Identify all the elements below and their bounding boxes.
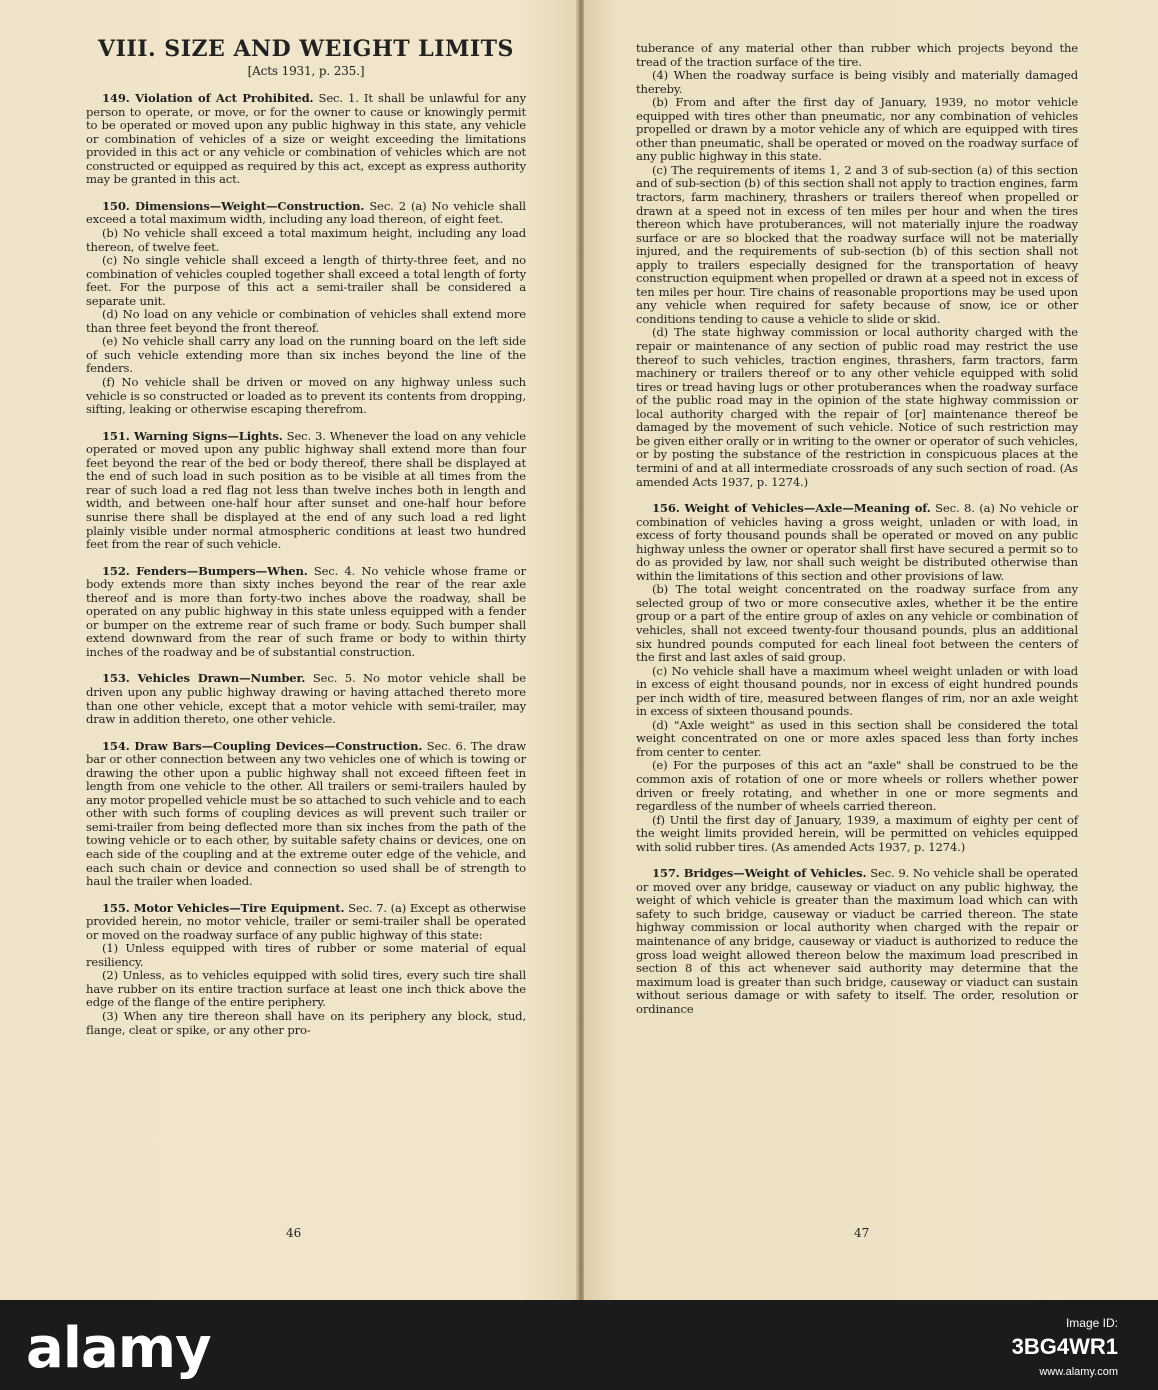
paragraph-text: Sec. 8. (a) No vehicle or combination of vehicles having a gross weight, unladen or with load, in excess of forty thousand pounds shall be operated or moved on any public highway unless the owner or operator shall first have secured a permit so to do as provided by law, nor shall such weight be distributed otherwise than within the limitations of this section and other provisions of law. [636, 501, 1078, 583]
site-url: www.alamy.com [1039, 1366, 1118, 1378]
section-heading: 152. Fenders—Bumpers—When. [102, 563, 308, 578]
section-paragraph [86, 308, 526, 335]
paragraph-text: (1) Unless equipped with tires of rubber or some material of equal resiliency. [86, 941, 526, 969]
section-heading: 150. Dimensions—Weight—Construction. [102, 198, 365, 213]
section-paragraph [86, 969, 526, 1010]
section-paragraph [636, 814, 1078, 855]
section-paragraph: tuberance of any material other than rubber which projects beyond the tread of the traction surface of the tire. [636, 41, 1078, 69]
law-section [86, 902, 526, 1037]
law-section [86, 92, 526, 187]
section-heading: 154. Draw Bars—Coupling Devices—Construction. [102, 738, 423, 753]
section-paragraph [86, 565, 526, 660]
section-paragraph [86, 1010, 526, 1037]
section-paragraph [636, 867, 1078, 1016]
section-paragraph [636, 719, 1078, 760]
right-page [584, 0, 1158, 1300]
paragraph-text: Sec. 2 (a) No vehicle shall exceed a total maximum width, including any load thereon, of eight feet. [86, 198, 526, 227]
section-paragraph [86, 92, 526, 187]
section-paragraph: (4) When the roadway surface is being visibly and materially damaged thereby. [636, 68, 1078, 96]
continued-section-155 [636, 42, 1078, 489]
watermark-bar [0, 1300, 1158, 1390]
law-section [636, 502, 1078, 854]
section-paragraph [86, 740, 526, 889]
paragraph-text: (3) When any tire thereon shall have on its periphery any block, stud, flange, cleat or spike, or any other pro- [86, 1009, 526, 1037]
paragraph-text: (f) No vehicle shall be driven or moved on any highway unless such vehicle is so constructed or loaded as to prevent its contents from dropping, sifting, leaking or otherwise escaping therefrom. [86, 375, 526, 417]
section-paragraph [636, 759, 1078, 813]
section-paragraph [86, 942, 526, 969]
paragraph-text: (d) No load on any vehicle or combination of vehicles shall extend more than three feet beyond the front thereof. [86, 307, 526, 335]
paragraph-text: Sec. 5. No motor vehicle shall be driven upon any public highway drawing or having attached thereto more than one other vehicle, except that a motor vehicle with semi-trailer, may draw in addition thereto, one other vehicle. [86, 671, 526, 727]
section-paragraph [86, 902, 526, 943]
paragraph-text: Sec. 3. Whenever the load on any vehicle operated or moved upon any public highway shall extend more than four feet beyond the rear of the bed or body thereof, there shall be displayed at the end of such load in such position as to be visible at all times from the rear of such load a red flag not less than twelve inches both in length and width, and between one-half hour after sunset and one-half hour before sunrise there shall be displayed at the end of any such load a red light plainly visible under normal atmospheric conditions at least two hundred feet from the rear of such vehicle. [86, 428, 527, 552]
paragraph-text: (b) The total weight concentrated on the roadway surface from any selected group of two or more consecutive axles, whether it be the entire group or a part of the entire group of axles on any vehicle or combination of vehicles, shall not exceed twenty-four thousand pounds, plus an additional six hundred pounds computed for each lineal foot between the centers of the first and last axles of said group. [636, 582, 1078, 665]
chapter-title: VIII. SIZE AND WEIGHT LIMITS [98, 36, 514, 62]
page-number-left: 46 [286, 1226, 302, 1240]
section-paragraph: (c) The requirements of items 1, 2 and 3 of sub-section (a) of this section and of sub-section (b) of this section shall not apply to traction engines, farm tractors, farm machinery, thrashers or trailers thereof when propelled or drawn at a speed not in excess of ten miles per hour and when the tires thereon which have protuberances, will not materially injure the roadway surface or are so blocked that the roadway surface will not be materially injured, and the requirements of sub-section (b) of this section shall not apply to trailers especially designed for the transportation of heavy construction equipment when propelled or drawn at a speed not in excess of ten miles per hour. Tire chains of reasonable proportions may be used upon any vehicle when required for safety because of snow, ice or other conditions tending to cause a vehicle to slide or skid. [636, 162, 1078, 326]
section-paragraph [86, 430, 526, 552]
paragraph-text: Sec. 9. No vehicle shall be operated or moved over any bridge, causeway or viaduct on any public highway, the weight of which vehicle is greater than the maximum load which can with safety to such bridge, causeway or viaduct be carried thereon. The state highway commission or local authority when charged with the repair or maintenance of any bridge, causeway or viaduct is authorized to reduce the gross load weight allowed thereon below the maximum load prescribed in section 8 of this act whenever said authority may determine that the maximum load is greater than such bridge, causeway or viaduct can sustain without serious damage or with safety to itself. The order, resolution or ordinance [636, 866, 1078, 1016]
section-heading: 153. Vehicles Drawn—Number. [102, 671, 306, 686]
section-paragraph [636, 583, 1078, 664]
paragraph-text: (d) "Axle weight" as used in this section shall be considered the total weight concentrated on one or more axles spaced less than forty inches from center to center. [636, 717, 1078, 759]
image-id-label: Image ID: [1065, 1316, 1118, 1330]
section-paragraph [86, 200, 526, 227]
left-sections [86, 92, 526, 1037]
image-id-block [1012, 1314, 1118, 1378]
section-heading: 157. Bridges—Weight of Vehicles. [652, 866, 867, 881]
law-section [86, 740, 526, 889]
right-page-text [636, 0, 1078, 1029]
section-paragraph: (d) The state highway commission or local authority charged with the repair or maintenance of any section of public road may restrict the use thereof to such vehicles, traction engines, thrashers, farm tractors, farm machinery or trailers thereof or to any other vehicle equipped with solid tires or tread having lugs or other protuberances when the roadway surface of the public road may in the opinion of the state highway commission or local authority charged with the repair of [or] maintenance thereof be damaged by the movement of such vehicle. Notice of such restriction may be given either orally or in writing to the owner or operator of such vehicles, or by posting the substance of the restriction in conspicuous places at the termini of and at all intermediate crossroads of any such section of road. (As amended Acts 1937, p. 1274.) [636, 325, 1078, 489]
law-section [86, 200, 526, 417]
section-paragraph [86, 335, 526, 376]
paragraph-text: (b) No vehicle shall exceed a total maximum height, including any load thereon, of twelve feet. [86, 226, 526, 254]
law-section [636, 867, 1078, 1016]
law-section [86, 430, 526, 552]
right-sections [636, 502, 1078, 1016]
paragraph-text: Sec. 7. (a) Except as otherwise provided herein, no motor vehicle, trailer or semi-trailer shall be operated or moved on the roadway surface of any public highway of this state: [86, 900, 526, 942]
section-paragraph [86, 227, 526, 254]
paragraph-text: (f) Until the first day of January, 1939, a maximum of eighty per cent of the weight limits provided herein, will be permitted on vehicles equipped with solid rubber tires. (As amended Acts 1937, p. 1274.) [636, 812, 1078, 854]
section-paragraph [86, 672, 526, 726]
law-section [86, 565, 526, 660]
page-number-right: 47 [854, 1226, 870, 1240]
brand-logo: alamy [26, 1316, 211, 1381]
paragraph-text: Sec. 1. It shall be unlawful for any person to operate, or move, or for the owner to cause or knowingly permit to be operated or moved upon any public highway in this state, any vehicle or combination of vehicles of a size or weight exceeding the limitations provided in this act or any vehicle or combination of vehicles which are not constructed or equipped as required by this act, except as express authority may be granted in this act. [86, 91, 526, 187]
law-section [86, 672, 526, 726]
section-heading: 156. Weight of Vehicles—Axle—Meaning of. [652, 501, 931, 516]
section-paragraph [86, 376, 526, 417]
image-id: 3BG4WR1 [1011, 1334, 1118, 1359]
section-paragraph [636, 502, 1078, 583]
left-page-text [86, 0, 526, 1050]
paragraph-text: (c) No vehicle shall have a maximum wheel weight unladen or with load in excess of eight thousand pounds, nor in excess of eight hundred pounds per inch width of tire, measured between flanges of rim, nor an axle weight in excess of sixteen thousand pounds. [636, 663, 1078, 719]
paragraph-text: (2) Unless, as to vehicles equipped with solid tires, every such tire shall have rubber on its entire traction surface at least one inch thick above the edge of the flange of the entire periphery. [86, 968, 526, 1010]
section-paragraph [86, 254, 526, 308]
section-paragraph: (b) From and after the first day of January, 1939, no motor vehicle equipped with tires other than pneumatic, nor any combination of vehicles propelled or drawn by a motor vehicle any of which are equipped with tires other than pneumatic, shall be operated or moved on the roadway surface of any public highway in this state. [636, 95, 1078, 164]
section-heading: 151. Warning Signs—Lights. [102, 428, 283, 443]
section-heading: 155. Motor Vehicles—Tire Equipment. [102, 900, 345, 915]
section-paragraph [636, 665, 1078, 719]
acts-reference: [Acts 1931, p. 235.] [247, 63, 365, 78]
paragraph-text: (c) No single vehicle shall exceed a length of thirty-three feet, and no combination of vehicles coupled together shall exceed a total length of forty feet. For the purpose of this act a semi-trailer shall be considered a separate unit. [86, 253, 526, 308]
paragraph-text: Sec. 4. No vehicle whose frame or body extends more than sixty inches beyond the rear of the rear axle thereof and is more than forty-two inches above the roadway, shall be operated on any public highway in this state unless equipped with a fender or bumper on the extreme rear of such frame or body. Such bumper shall extend downward from the rear of such frame or body to within thirty inches of the roadway and be of substantial construction. [86, 563, 526, 659]
paragraph-text: (e) For the purposes of this act an "axle" shall be construed to be the common axis of rotation of one or more wheels or rollers whether power driven or freely rotating, and whether in one or more segments and regardless of the number of wheels carried thereon. [636, 758, 1078, 814]
left-page [0, 0, 578, 1300]
paragraph-text: Sec. 6. The draw bar or other connection between any two vehicles one of which is towing or drawing the other upon a public highway shall not exceed fifteen feet in length from one vehicle to the other. All trailers or semi-trailers hauled by any motor propelled vehicle must be so attached to such vehicle and to each other with such forms of coupling devices as will prevent such trailer or semi-trailer from being deflected more than six inches from the path of the towing vehicle or to each other, by suitable safety chains or devices, one on each side of the coupling and at the extreme outer edge of the vehicle, and each such chain or device and connection so used shall be of strength to haul the trailer when loaded. [86, 738, 526, 889]
section-heading: 149. Violation of Act Prohibited. [102, 91, 314, 106]
paragraph-text: (e) No vehicle shall carry any load on the running board on the left side of such vehicle extending more than six inches beyond the line of the fenders. [86, 334, 526, 376]
